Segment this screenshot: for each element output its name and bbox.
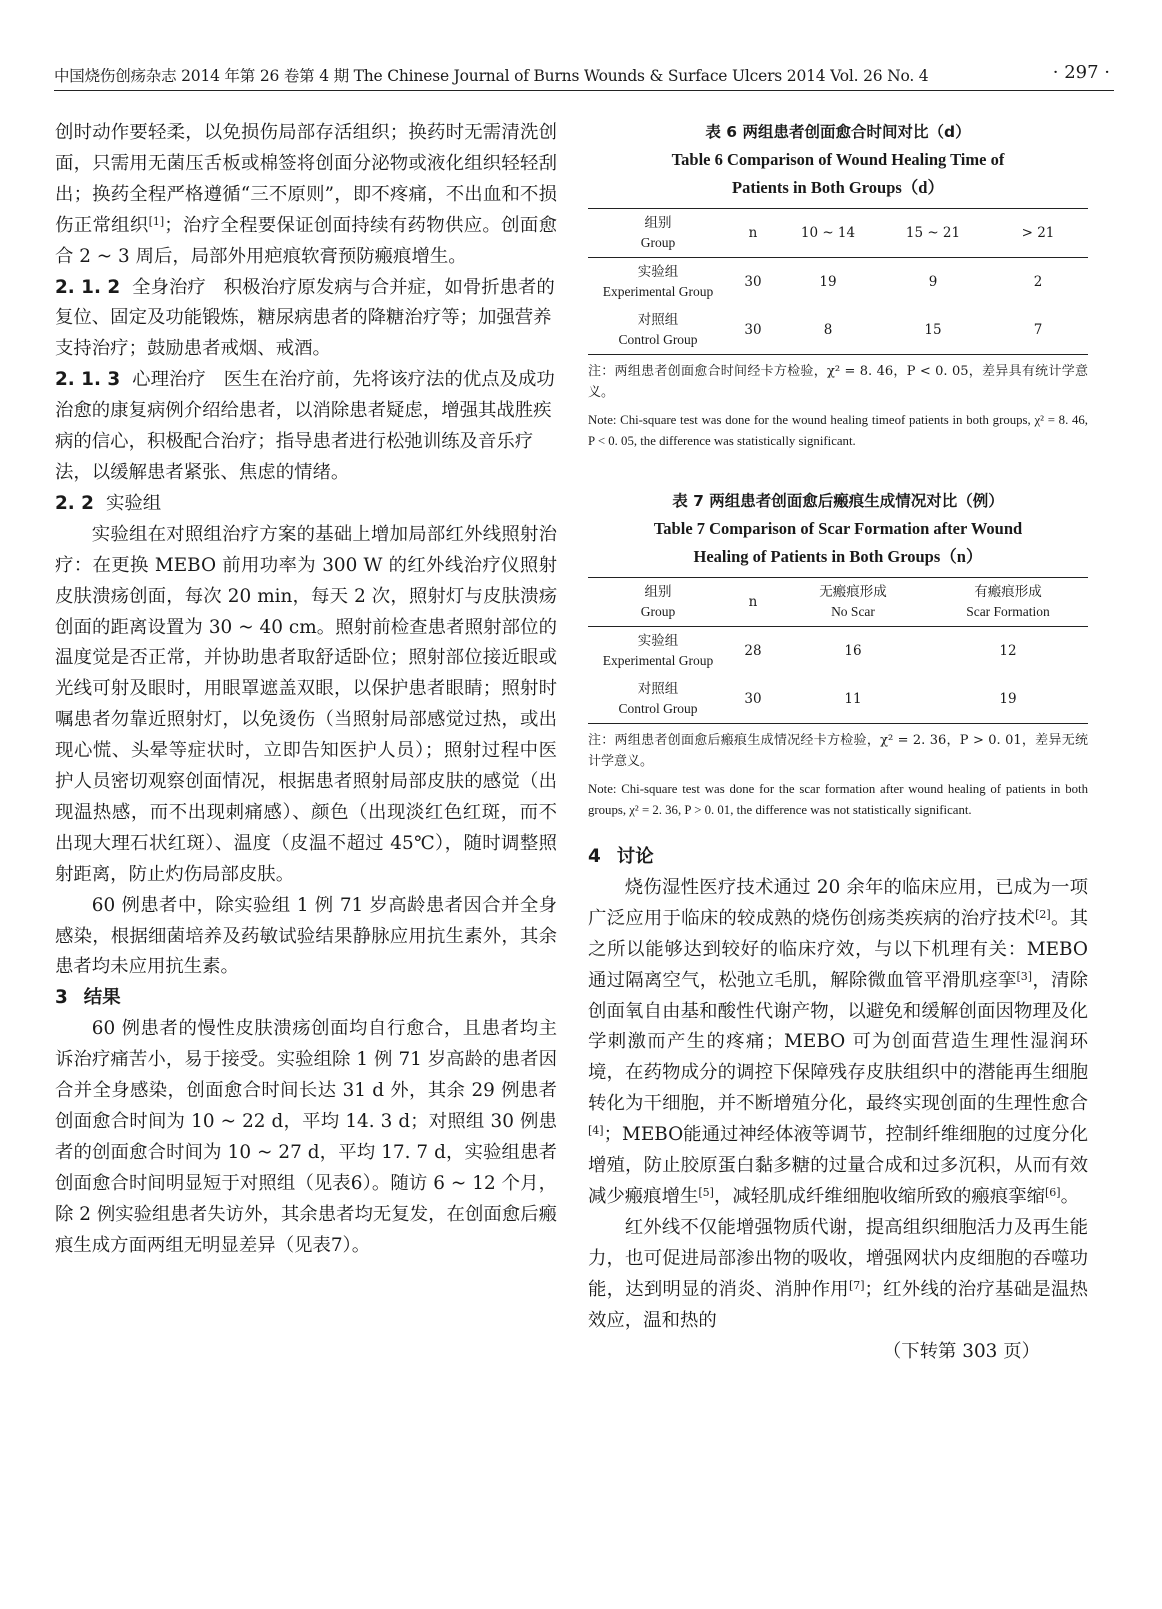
n-cell: 28 [744,643,762,659]
table-7-caption-cn: 表 7 两组患者创面愈后瘢痕生成情况对比（例） [672,492,1004,510]
table-header-cell: 无瘢痕形成 No Scar [819,584,887,619]
table-7-grid [588,577,1088,724]
section-text: 积极治疗原发病与合并症，如骨折患者的复位、固定及功能锻炼，糖尿病患者的降糖治疗等；加强营养支持治疗；鼓励患者戒烟、戒酒。 [55,276,555,360]
citation-1[interactable]: [1] [148,214,165,228]
value-cell: 12 [999,643,1017,659]
table-header-cell: 10 ~ 14 [800,225,856,241]
n-cell: 30 [744,274,762,290]
group-cell: 实验组 Experimental Group [602,264,714,299]
value-cell: 15 [924,322,942,338]
running-header [54,60,1114,91]
section-4-heading [588,842,1088,873]
journal-citation: 中国烧伤创疡杂志 2014 年第 26 卷第 4 期 The Chinese Journal of Burns Wounds & Surface Ulcers 2014 Vol. 26 No. 4 [54,67,929,85]
value-cell: 8 [823,322,833,338]
table-row [588,675,1088,724]
table-header-cell: 有瘢痕形成 Scar Formation [966,584,1050,619]
table-6-note-cn: 注：两组患者创面愈合时间经卡方检验，χ² = 8. 46，P < 0. 05，差异具有统计学意义。 [588,364,1088,400]
section-2-1-3 [55,365,557,489]
n-cell: 30 [744,322,762,338]
section-title: 心理治疗 [132,369,206,391]
section-2-1-2 [55,273,557,366]
table-6-caption-en-line2: Patients in Both Groups（d） [732,178,944,197]
table-7-caption-en-line2: Healing of Patients in Both Groups（n） [693,547,983,566]
section-title: 实验组 [105,492,162,514]
table-6 [588,118,1088,451]
value-cell: 16 [844,643,862,659]
section-number: 2. 2 [55,492,94,514]
section-number: 4 [588,846,601,867]
paragraph-discussion-infrared: 红外线不仅能增强物质代谢，提高组织细胞活力及再生能力，也可促进局部渗出物的吸收，增强网状内皮细胞的吞噬功能，达到明显的消炎、消肿作用[7]；红外线的治疗基础是温热效应，温和热的 [588,1216,1088,1331]
group-cell: 对照组 Control Group [618,681,698,716]
table-7-note-en: Note: Chi-square test was done for the scar formation after wound healing of patients in both groups, χ² = 2. 36, P > 0. 01, the difference was not statistically significant. [588,782,1088,817]
table-header-cell: n [748,225,758,241]
table-header-cell: 组别 Group [640,215,676,250]
value-cell: 7 [1033,322,1043,338]
section-number: 3 [55,987,68,1009]
section-2-2-heading [55,489,557,520]
n-cell: 30 [744,691,762,707]
paragraph-dressing-change: 创时动作要轻柔，以免损伤局部存活组织；换药时无需清洗创面，只需用无菌压舌板或棉签将创面分泌物或液化组织轻轻刮出；换药全程严格遵循“三不原则”，即不疼痛，不出血和不损伤正常组织[1]；治疗全程要保证创面持续有药物供应。创面愈合 2 ~ 3 周后，局部外用疤痕软膏预防瘢痕增生。 [55,122,557,267]
citation-2[interactable]: [2] [1035,907,1051,921]
section-number: 2. 1. 3 [55,369,121,391]
paragraph-results: 60 例患者的慢性皮肤溃疡创面均自行愈合，且患者均主诉治疗痛苦小，易于接受。实验组除 1 例 71 岁高龄的患者因合并全身感染，创面愈合时间长达 31 d 外，其余 29 例患者创面愈合时间为 10 ~ 22 d，平均 14. 3 d；对照组 30 例患者的创面愈合时间为 10 ~ 27 d，平均 17. 7 d，实验组患者创面愈合时间明显短于对照组（见表6）。随访 6 ~ 12 个月，除 2 例实验组患者失访外，其余患者均无复发，在创面愈后瘢痕生成方面两组无明显差异（见表7）。 [55,1018,557,1256]
section-number: 2. 1. 2 [55,276,121,298]
continued-note: （下转第 303 页） [882,1340,1040,1362]
right-column [588,118,1088,1367]
group-cell: 实验组 Experimental Group [602,633,714,668]
table-6-caption-cn: 表 6 两组患者创面愈合时间对比（d） [705,123,971,141]
paragraph-discussion-mebo: 烧伤湿性医疗技术通过 20 余年的临床应用，已成为一项广泛应用于临床的较成熟的烧伤创疡类疾病的治疗技术[2]。其之所以能够达到较好的临床疗效，与以下机理有关：MEBO 通过隔离空气，松弛立毛肌，解除微血管平滑肌痉挛[3]，清除创面氧自由基和酸性代谢产物，以避免和缓解创面因物理及化学刺激而产生的疼痛；MEBO 可为创面营造生理性湿润环境，在药物成分的调控下保障残存皮肤组织中的潜能再生细胞转化为干细胞，并不断增殖分化，最终实现创面的生理性愈合[4]；MEBO能通过神经体液等调节，控制纤维细胞的过度分化增殖，防止胶原蛋白黏多糖的过量合成和过多沉积，从而有效减少瘢痕增生[5]，减轻肌成纤维细胞收缩所致的瘢痕挛缩[6]。 [588,876,1088,1207]
table-7 [588,487,1088,820]
table-6-caption-en-line1: Table 6 Comparison of Wound Healing Time of [671,150,1005,169]
citation-3[interactable]: [3] [1016,969,1033,983]
value-cell: 9 [928,274,938,290]
citation-7[interactable]: [7] [848,1278,865,1292]
citation-4[interactable]: [4] [588,1124,604,1138]
table-7-caption-en-line1: Table 7 Comparison of Scar Formation after Wound [653,519,1023,538]
table-row [588,306,1088,355]
value-cell: 11 [844,691,862,707]
table-7-note-cn: 注：两组患者创面愈后瘢痕生成情况经卡方检验，χ² = 2. 36，P > 0. 01，差异无统计学意义。 [588,733,1088,769]
table-row [588,258,1088,307]
section-3-heading [55,983,557,1014]
value-cell: 2 [1033,274,1043,290]
left-column [55,118,557,1262]
section-title: 结果 [83,987,121,1009]
page-number: · 297 · [1052,62,1110,83]
table-6-grid [588,208,1088,355]
group-cell: 对照组 Control Group [618,312,698,347]
section-title: 全身治疗 [132,276,206,298]
table-header-cell: 组别 Group [640,584,676,619]
value-cell: 19 [999,691,1017,707]
table-header-cell: n [748,594,758,610]
table-header-row [588,578,1088,627]
section-text: 医生在治疗前，先将该疗法的优点及成功治愈的康复病例介绍给患者，以消除患者疑虑，增强其战胜疾病的信心，积极配合治疗；指导患者进行松弛训练及音乐疗法，以缓解患者紧张、焦虑的情绪。 [55,369,555,483]
table-row [588,627,1088,676]
section-title: 讨论 [616,846,654,867]
table-header-cell: 15 ~ 21 [905,225,961,241]
paragraph-infrared: 实验组在对照组治疗方案的基础上增加局部红外线照射治疗：在更换 MEBO 前用功率为 300 W 的红外线治疗仪照射皮肤溃疡创面，每次 20 min，每天 2 次，照射灯与皮肤溃疡创面的距离设置为 30 ~ 40 cm。照射前检查患者照射部位的温度觉是否正常，并协助患者取舒适卧位；照射部位接近眼或光线可射及眼时，用眼罩遮盖双眼，以保护患者眼睛；照射时嘱患者勿靠近照射灯，以免烫伤（当照射局部感觉过热，或出现心慌、头晕等症状时，立即告知医护人员）；照射过程中医护人员密切观察创面情况，根据患者照射局部皮肤的感觉（出现温热感，而不出现刺痛感）、颜色（出现淡红色红斑，而不出现大理石状红斑）、温度（皮温不超过 45℃），随时调整照射距离，防止灼伤局部皮肤。 [55,523,557,885]
table-header-row [588,209,1088,258]
citation-6[interactable]: [6] [1045,1185,1061,1199]
citation-5[interactable]: [5] [698,1185,714,1199]
table-header-cell: > 21 [1021,225,1055,241]
value-cell: 19 [819,274,837,290]
table-6-note-en: Note: Chi-square test was done for the wound healing timeof patients in both groups, χ² = 8. 46, P < 0. 05, the difference was statistically significant. [588,413,1088,448]
paragraph-antibiotics: 60 例患者中，除实验组 1 例 71 岁高龄患者因合并全身感染，根据细菌培养及药敏试验结果静脉应用抗生素外，其余患者均未应用抗生素。 [55,894,557,978]
